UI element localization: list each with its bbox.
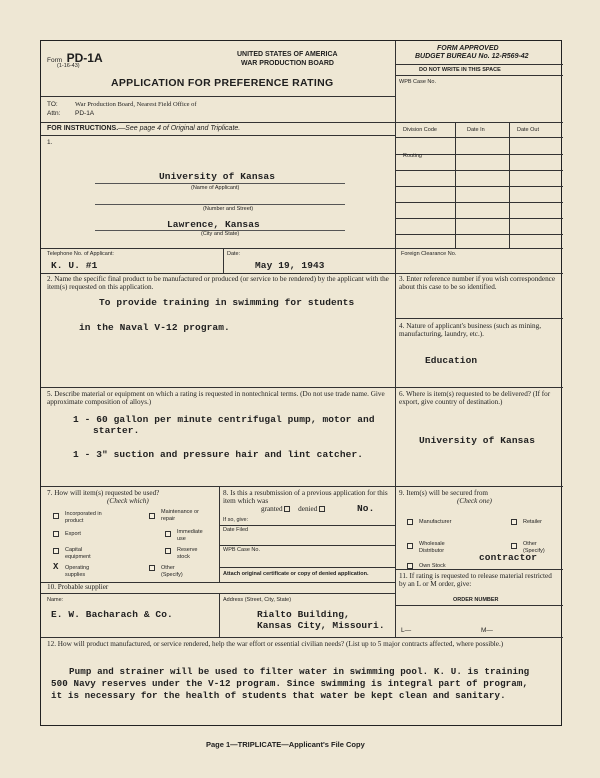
do-not-write: DO NOT WRITE IN THIS SPACE <box>419 67 501 73</box>
section11-question: 11. If rating is requested to release material restricted by an L or M order, give: <box>399 572 552 589</box>
opt-retailer: Retailer <box>523 519 542 525</box>
checkbox-manufacturer[interactable] <box>407 519 413 525</box>
opt-own-stock: Own Stock <box>419 563 446 569</box>
section2-answer-line1: To provide training in swimming for students <box>99 297 355 308</box>
section6-question: 6. Where is item(s) requested to be delivered? (If for export, give country of destination.) <box>399 390 551 407</box>
section10-address-line1: Rialto Building, <box>257 609 350 620</box>
street-caption: (Number and Street) <box>203 206 254 212</box>
wpb-case-label: WPB Case No. <box>399 79 436 85</box>
checkbox-immediate[interactable] <box>165 531 171 537</box>
section8-answer: No. <box>357 503 375 514</box>
footer: Page 1—TRIPLICATE—Applicant's File Copy <box>206 740 365 749</box>
section3-question: 3. Enter reference number if you wish correspondence about this case to be so identified. <box>399 275 556 292</box>
date-value: May 19, 1943 <box>255 260 325 271</box>
checkbox-export[interactable] <box>53 531 59 537</box>
section8-attach-note: Attach original certificate or copy of denied application. <box>223 571 369 577</box>
division-code-header: Division Code <box>403 127 437 133</box>
right-column-divider <box>395 41 396 569</box>
checkbox-wholesale[interactable] <box>407 543 413 549</box>
date-label: Date: <box>227 251 241 257</box>
city-state: Lawrence, Kansas <box>167 219 260 230</box>
opt-capital: Capital equipment <box>65 547 91 560</box>
telephone-value: K. U. #1 <box>51 260 98 271</box>
opt-incorporated: Incorporated in product <box>65 511 102 524</box>
opt-reserve: Reserve stock <box>177 547 198 560</box>
routing-label: Routing <box>403 153 422 159</box>
section5-answer-line3: 1 - 3" suction and pressure hair and lint catcher. <box>73 449 364 460</box>
section4-question: 4. Nature of applicant's business (such as mining, manufacturing, laundry, etc.). <box>399 322 542 339</box>
opt-other: Other (Specify) <box>161 565 183 578</box>
section12-answer-line3: it is necessary for the health of students that water be kept clean and sanitary. <box>51 690 506 701</box>
granted-checkbox[interactable] <box>284 506 290 512</box>
section9-question: 9. Item(s) will be secured from <box>399 489 489 497</box>
section2-question: 2. Name the specific final product to be manufactured or produced (or service to be rendered) by the applicant with the item(s) requested on this application. <box>47 275 389 292</box>
section12-answer-line1: Pump and strainer will be used to filter water in swimming pool. K. U. is training <box>69 666 530 677</box>
date-in-header: Date In <box>467 127 485 133</box>
name-caption: (Name of Applicant) <box>191 185 240 191</box>
section9-check-one: (Check one) <box>457 497 492 505</box>
attn-text: PD-1A <box>75 110 95 117</box>
section5-answer-line1: 1 - 60 gallon per minute centrifugal pump, motor and <box>73 414 375 425</box>
form-number: Form PD-1A <box>47 51 103 65</box>
opt-operating: Operating supplies <box>65 565 90 578</box>
checkbox-retailer[interactable] <box>511 519 517 525</box>
section12-question: 12. How will product manufactured, or service rendered, help the war effort or essential civilian needs? (List up to 5 major contracts affected, where possible.) <box>47 640 504 648</box>
telephone-label: Telephone No. of Applicant: <box>47 251 114 257</box>
section10-name-label: Name: <box>47 597 64 603</box>
section5-question: 5. Describe material or equipment on which a rating is requested in nontechnical terms. (Do not use trade name. Give approximate composition of alloys.) <box>47 390 385 407</box>
section8-wpb-case: WPB Case No. <box>223 547 260 553</box>
operating-checked-mark: X <box>53 562 59 572</box>
to-label: TO: <box>47 101 58 108</box>
checkbox-incorporated[interactable] <box>53 513 59 519</box>
agency-line1: UNITED STATES OF AMERICA <box>237 51 338 58</box>
section6-answer: University of Kansas <box>419 435 536 446</box>
section10-question: 10. Probable supplier <box>47 583 109 591</box>
checkbox-other-source[interactable] <box>511 543 517 549</box>
agency-line2: WAR PRODUCTION BOARD <box>241 60 334 67</box>
to-text: War Production Board, Nearest Field Office of <box>75 101 197 108</box>
section8-date-filed: Date Filed <box>223 527 249 533</box>
approval-line2: BUDGET BUREAU No. 12-R569-42 <box>415 53 529 60</box>
order-number-label: ORDER NUMBER <box>453 597 499 603</box>
section10-address-label: Address (Street, City, State) <box>223 597 292 603</box>
foreign-clearance-label: Foreign Clearance No. <box>401 251 457 257</box>
section12-answer-line2: 500 Navy reserves under the V-12 program. Since swimming is integral part of program, <box>51 678 529 689</box>
section4-answer: Education <box>425 355 478 366</box>
denied-checkbox[interactable] <box>319 506 325 512</box>
section9-typed-answer: contractor <box>479 552 538 563</box>
section8-granted-denied: granted denied <box>261 505 325 513</box>
city-caption: (City and State) <box>201 231 240 237</box>
opt-maintenance: Maintenance or repair <box>161 509 199 522</box>
opt-export: Export <box>65 531 81 537</box>
checkbox-other[interactable] <box>149 565 155 571</box>
m-order-label: M— <box>481 627 493 634</box>
opt-manufacturer: Manufacturer <box>419 519 452 525</box>
pd-1a-form <box>40 40 562 726</box>
checkbox-capital[interactable] <box>53 548 59 554</box>
applicant-name: University of Kansas <box>159 171 276 182</box>
section10-name-value: E. W. Bacharach & Co. <box>51 609 173 620</box>
form-title: APPLICATION FOR PREFERENCE RATING <box>111 77 334 89</box>
section8-question: 8. Is this a resubmission of a previous application for this item which was <box>223 489 388 506</box>
opt-immediate: Immediate use <box>177 529 203 542</box>
checkbox-maintenance[interactable] <box>149 513 155 519</box>
section5-answer-line2: starter. <box>93 425 140 436</box>
section10-address-line2: Kansas City, Missouri. <box>257 620 385 631</box>
section7-check-which: (Check which) <box>107 497 149 505</box>
section1-number: 1. <box>47 139 53 146</box>
opt-other-source: Other (Specify) <box>523 541 545 554</box>
attn-label: Attn: <box>47 110 61 117</box>
checkbox-reserve[interactable] <box>165 548 171 554</box>
section7-question: 7. How will item(s) requested be used? <box>47 489 160 497</box>
opt-wholesale: Wholesale Distributor <box>419 541 445 554</box>
form-date: (1-16-43) <box>57 63 80 69</box>
section2-answer-line2: in the Naval V-12 program. <box>79 322 230 333</box>
date-out-header: Date Out <box>517 127 540 133</box>
instructions: FOR INSTRUCTIONS.—See page 4 of Original and Triplicate. <box>47 125 241 132</box>
approval-line1: FORM APPROVED <box>437 45 499 52</box>
section8-if-so: If so, give: <box>223 517 249 523</box>
l-order-label: L— <box>401 627 412 634</box>
